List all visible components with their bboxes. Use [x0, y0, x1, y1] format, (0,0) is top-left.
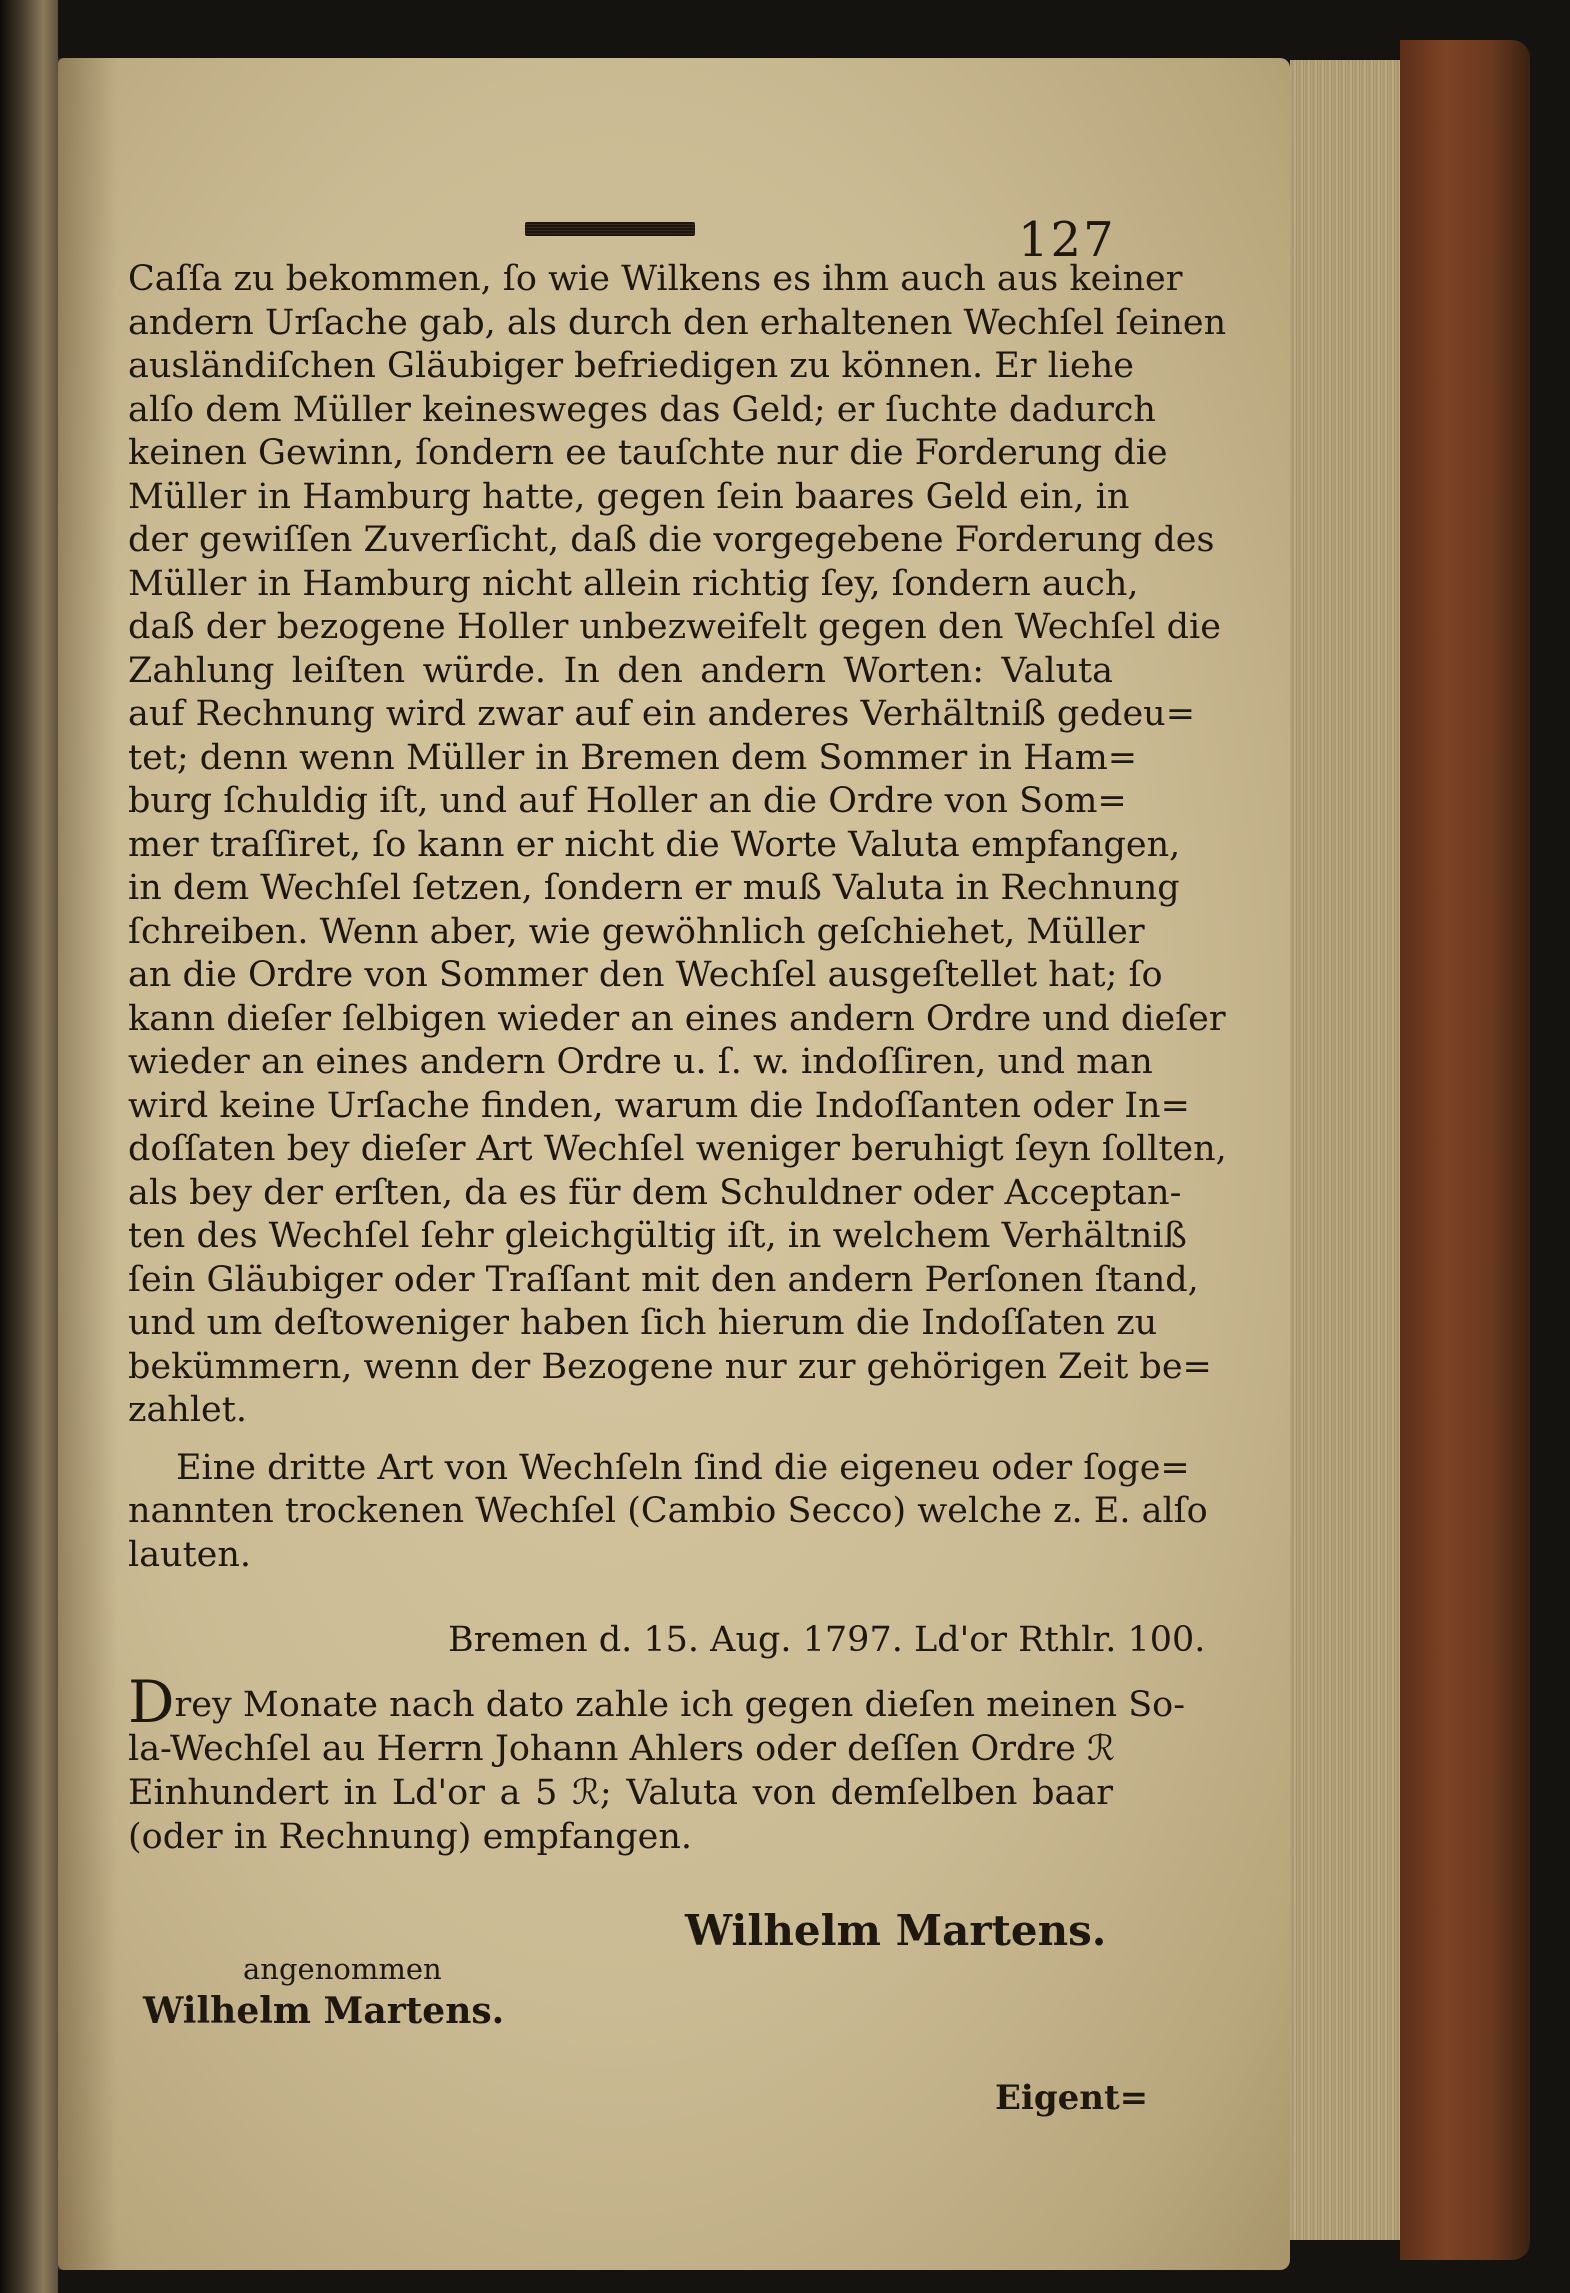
text-line: Müller in Hamburg nicht allein richtig ſey, ſondern auch,: [128, 563, 1139, 604]
text-line: ſchreiben. Wenn aber, wie gewöhnlich geſchiehet, Müller: [128, 911, 1145, 952]
drop-initial: D: [128, 1668, 175, 1736]
header-ornament-rule: [525, 222, 695, 236]
text-line: ausländiſchen Gläubiger befriedigen zu können. Er liehe: [128, 346, 1135, 386]
text-line: wieder an eines andern Ordre u. ſ. w. indoſſiren, und man: [128, 1042, 1153, 1082]
text-line: Caſſa zu bekommen, ſo wie Wilkens es ihm auch aus keiner: [128, 259, 1183, 299]
text-line: Eine dritte Art von Wechſeln ſind die eigeneu oder ſoge=: [176, 1447, 1190, 1488]
left-page-edge: [0, 0, 58, 2293]
text-line: andern Urſache gab, als durch den erhaltenen Wechſel ſeinen: [128, 302, 1227, 343]
text-line: bekümmern, wenn der Bezogene nur zur gehörigen Zeit be=: [128, 1346, 1212, 1387]
text-line: daß der bezogene Holler unbezweifelt gegen den Wechſel die: [128, 607, 1221, 647]
bill-line-text: rey Monate nach dato zahle ich gegen dieſen meinen So-: [174, 1685, 1186, 1725]
drawer-signature: Wilhelm Martens.: [685, 1906, 1107, 1955]
text-line: Einhundert in Ld'or a 5 ℛ; Valuta von demſelben baar: [128, 1773, 1113, 1813]
text-line: [128, 1668, 1186, 1736]
text-line: an die Ordre von Sommer den Wechſel ausgeſtellet hat; ſo: [128, 955, 1163, 995]
text-line: in dem Wechſel ſetzen, ſondern er muß Valuta in Rechnung: [128, 868, 1180, 908]
text-line: doſſaten bey dieſer Art Wechſel weniger beruhigt ſeyn ſollten,: [128, 1129, 1227, 1169]
text-line: nannten trockenen Wechſel (Cambio Secco) welche z. E. alſo: [128, 1491, 1208, 1531]
text-line: zahlet.: [128, 1390, 247, 1430]
text-line: keinen Gewinn, ſondern ee tauſchte nur die Forderung die: [128, 433, 1168, 473]
catchword: Eigent=: [995, 2078, 1149, 2118]
text-line: tet; denn wenn Müller in Bremen dem Sommer in Ham=: [128, 737, 1138, 778]
text-line: lauten.: [128, 1534, 252, 1575]
page-number: 127: [1018, 212, 1116, 268]
text-line: als bey der erſten, da es für dem Schuldner oder Acceptan-: [128, 1172, 1182, 1213]
page-stack-edge: [1290, 60, 1400, 2240]
text-line: la-Wechſel au Herrn Johann Ahlers oder deſſen Ordre ℛ: [128, 1729, 1115, 1769]
text-line: burg ſchuldig iſt, und auf Holler an die Ordre von Som=: [128, 781, 1127, 821]
text-line: Zahlung leiſten würde. In den andern Worten: Valuta: [128, 650, 1113, 691]
paragraph-second: [128, 1447, 1208, 1578]
paragraph-main: [128, 258, 1227, 1433]
acceptor-signature: Wilhelm Martens.: [143, 1990, 505, 2032]
text-line: mer traſſiret, ſo kann er nicht die Worte Valuta empfangen,: [128, 824, 1181, 865]
bill-of-exchange-text: [128, 1668, 1186, 1859]
text-line: alſo dem Müller keinesweges das Geld; er ſuchte dadurch: [128, 389, 1156, 430]
text-line: auf Rechnung wird zwar auf ein anderes Verhältniß gedeu=: [128, 694, 1196, 734]
text-line: ſein Gläubiger oder Traſſant mit den andern Perſonen ſtand,: [128, 1259, 1199, 1300]
bill-dateline: Bremen d. 15. Aug. 1797. Ld'or Rthlr. 100.: [448, 1620, 1206, 1660]
text-line: wird keine Urſache finden, warum die Indoſſanten oder In=: [128, 1085, 1190, 1126]
acceptance-label: angenommen: [243, 1952, 442, 1986]
page-gutter-shadow: [58, 58, 118, 2270]
text-line: ten des Wechſel ſehr gleichgültig iſt, in welchem Verhältniß: [128, 1216, 1187, 1256]
text-line: kann dieſer ſelbigen wieder an eines andern Ordre und dieſer: [128, 998, 1226, 1039]
text-line: Müller in Hamburg hatte, gegen ſein baares Geld ein, in: [128, 476, 1130, 517]
text-line: der gewiſſen Zuverſicht, daß die vorgegebene Forderung des: [128, 520, 1215, 560]
book-cover: [1400, 40, 1530, 2260]
body-text: [128, 258, 1227, 1577]
text-line: und um deſtoweniger haben ſich hierum die Indoſſaten zu: [128, 1303, 1158, 1343]
text-line: (oder in Rechnung) empfangen.: [128, 1817, 693, 1857]
